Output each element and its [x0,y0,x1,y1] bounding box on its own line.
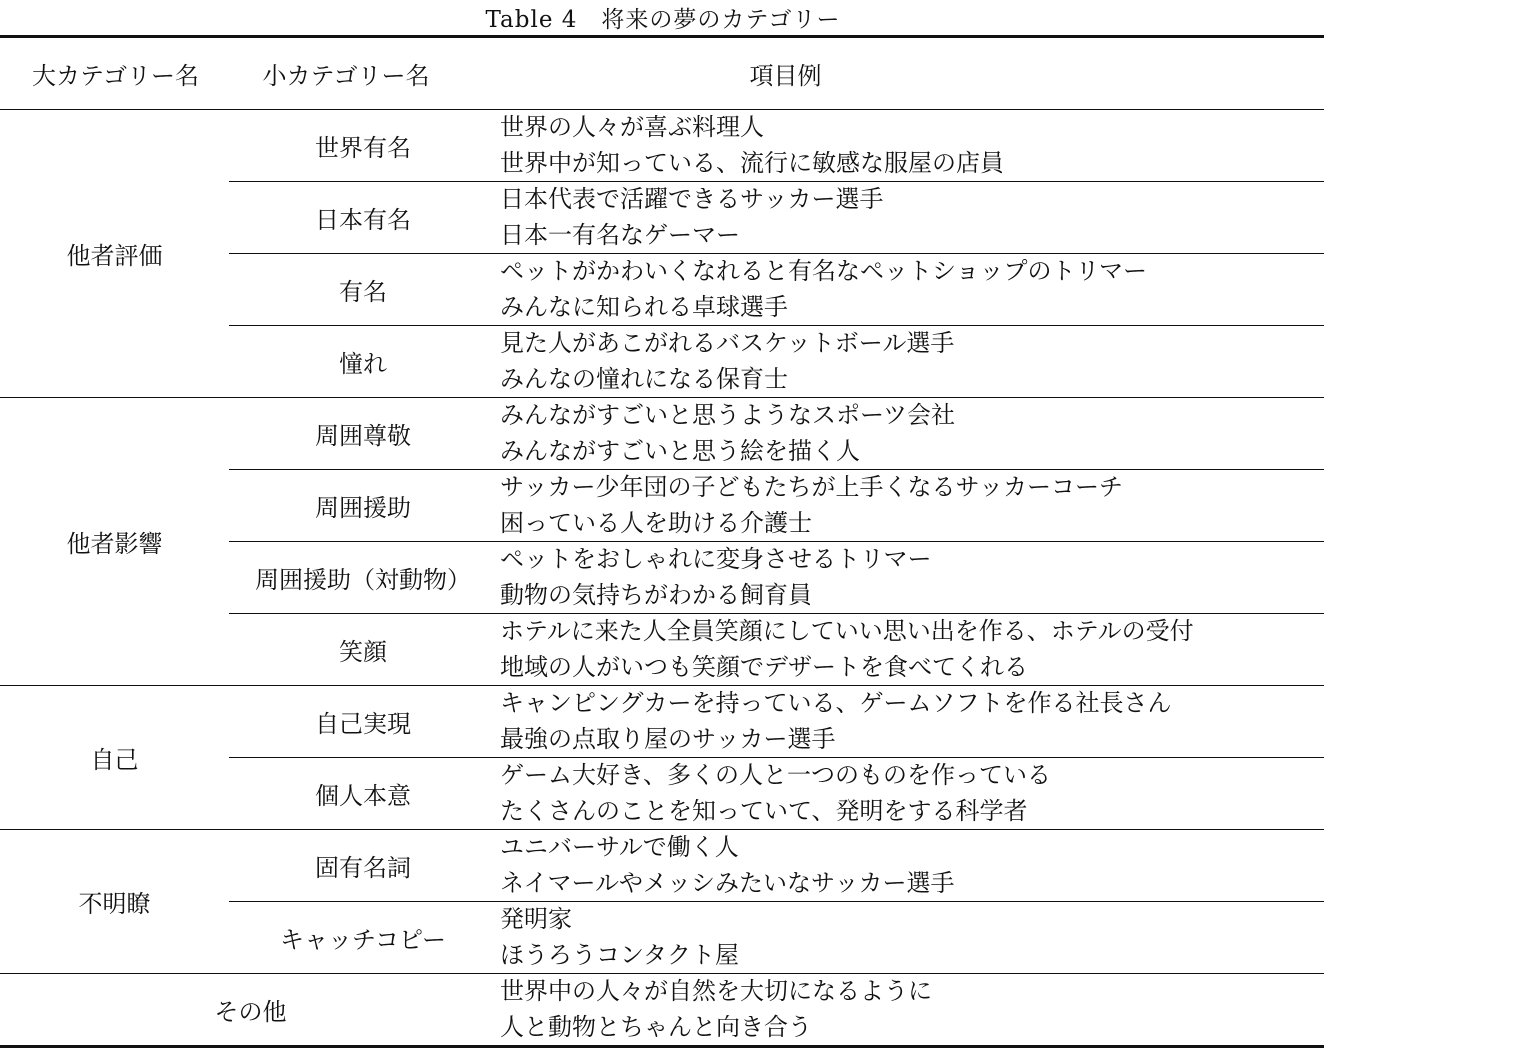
example-text: 地域の人がいつも笑顔でデザートを食べてくれる [500,652,1028,681]
other-category-cell: その他 [214,998,287,1026]
example-text: ユニバーサルで働く人 [500,833,739,861]
example-text: 最強の点取り屋のサッカー選手 [500,724,836,753]
major-category-cell: 他者評価 [0,110,229,398]
example-text: みんなの憧れになる保育士 [500,364,788,393]
example-text: 困っている人を助ける介護士 [500,508,812,537]
example-text: サッカー少年団の子どもたちが上手くなるサッカーコーチ [500,473,1124,501]
examples-cell [497,470,1324,542]
table-row-other [0,974,1324,1047]
major-category-cell: 自己 [0,686,229,830]
examples-cell [497,326,1324,398]
example-text: キャンピングカーを持っている、ゲームソフトを作る社長さん [500,689,1172,717]
examples-cell [497,830,1324,902]
examples-cell [497,110,1324,182]
minor-category-cell: 笑顔 [229,614,497,686]
example-text: たくさんのことを知っていて、発明をする科学者 [500,796,1028,825]
table-row [0,830,1324,902]
example-text: ペットをおしゃれに変身させるトリマー [500,545,932,573]
example-text: ホテルに来た人全員笑顔にしていい思い出を作る、ホテルの受付 [500,617,1194,645]
example-text: 動物の気持ちがわかる飼育員 [500,580,812,609]
table-caption: Table 4 将来の夢のカテゴリー [485,7,841,33]
header-major-category: 大カテゴリー名 [0,37,229,110]
minor-category-cell: 自己実現 [229,686,497,758]
examples-cell [497,686,1324,758]
example-text: みんながすごいと思う絵を描く人 [500,436,860,465]
header-examples: 項目例 [497,37,1324,110]
table-body [0,110,1324,1047]
table-row [0,398,1324,470]
examples-cell [497,614,1324,686]
header-row [0,37,1324,110]
examples-cell [497,254,1324,326]
example-text: ペットがかわいくなれると有名なペットショップのトリマー [500,257,1148,285]
minor-category-cell: 日本有名 [229,182,497,254]
minor-category-cell: 周囲尊敬 [229,398,497,470]
minor-category-cell: 世界有名 [229,110,497,182]
example-text: 見た人があこがれるバスケットボール選手 [500,329,955,357]
minor-category-cell: キャッチコピー [229,902,497,974]
example-text: 世界中の人々が自然を大切になるように [500,977,932,1005]
examples-cell [497,182,1324,254]
example-text: 日本代表で活躍できるサッカー選手 [500,185,884,213]
minor-category-cell: 周囲援助 [229,470,497,542]
minor-category-cell: 固有名詞 [229,830,497,902]
example-text: 人と動物とちゃんと向き合う [500,1012,812,1041]
major-category-cell: 他者影響 [0,398,229,686]
minor-category-cell: 個人本意 [229,758,497,830]
example-text: みんながすごいと思うようなスポーツ会社 [500,401,956,429]
examples-cell [497,398,1324,470]
minor-category-cell: 憧れ [229,326,497,398]
major-category-cell: 不明瞭 [0,830,229,974]
examples-cell [497,758,1324,830]
examples-cell [497,542,1324,614]
examples-cell [497,974,1324,1047]
dream-category-table [0,35,1324,1048]
example-text: ほうろうコンタクト屋 [500,940,740,969]
example-text: 日本一有名なゲーマー [500,220,740,249]
header-minor-category: 小カテゴリー名 [229,37,497,110]
example-text: みんなに知られる卓球選手 [500,292,788,321]
example-text: 世界中が知っている、流行に敏感な服屋の店員 [500,148,1004,177]
table-row [0,686,1324,758]
example-text: 世界の人々が喜ぶ料理人 [500,113,764,141]
example-text: ゲーム大好き、多くの人と一つのものを作っている [500,761,1052,789]
minor-category-cell: 周囲援助（対動物） [229,542,497,614]
table-row [0,110,1324,182]
minor-category-cell: 有名 [229,254,497,326]
example-text: 発明家 [500,905,572,933]
example-text: ネイマールやメッシみたいなサッカー選手 [500,868,955,897]
examples-cell [497,902,1324,974]
